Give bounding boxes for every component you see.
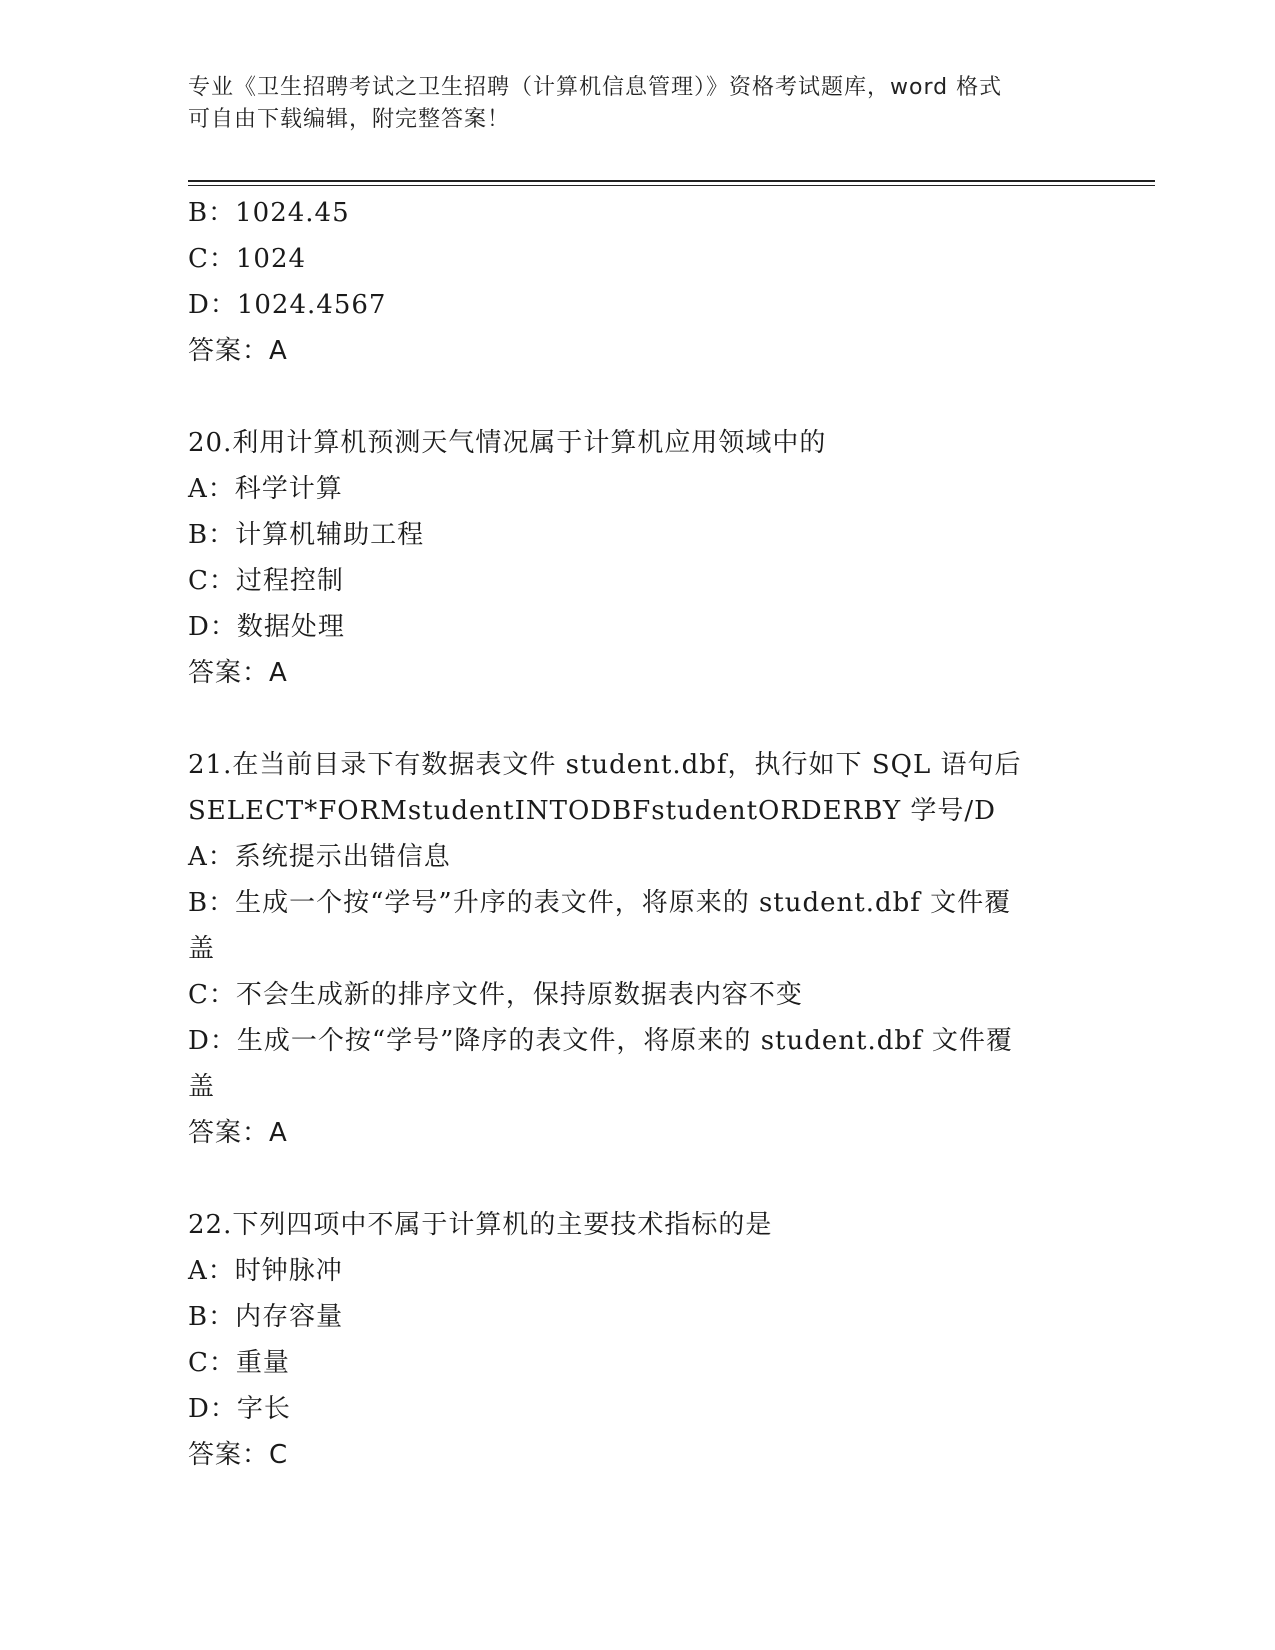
q21-option-d-line-1: D：生成一个按“学号”降序的表文件，将原来的 student.dbf 文件覆 [188,1026,1013,1056]
document-header [188,72,1068,136]
q20-option-b: B：计算机辅助工程 [188,520,425,550]
header-line-1: 专业《卫生招聘考试之卫生招聘（计算机信息管理）》资格考试题库，word 格式 [188,75,1003,100]
spacer [188,696,1148,742]
header-divider-thin [188,185,1155,186]
question-22-block [188,1202,1148,1478]
spacer [188,1156,1148,1202]
q20-option-c: C：过程控制 [188,566,344,596]
q19-answer: 答案：A [188,336,288,366]
q22-option-b: B：内存容量 [188,1302,344,1332]
q21-option-a: A：系统提示出错信息 [188,842,451,872]
question-20-block [188,420,1148,696]
q21-question-line-2: SELECT*FORMstudentINTODBFstudentORDERBY 学号/D [188,796,996,826]
q21-question-line-1: 21.在当前目录下有数据表文件 student.dbf，执行如下 SQL 语句后 [188,750,1022,780]
q21-answer: 答案：A [188,1118,288,1148]
header-line-2: 可自由下载编辑，附完整答案！ [188,107,511,132]
question-list [188,190,1148,1478]
q21-option-b-line-2: 盖 [188,934,216,964]
q20-option-d: D：数据处理 [188,612,345,642]
q22-option-c: C：重量 [188,1348,290,1378]
q20-question: 20.利用计算机预测天气情况属于计算机应用领域中的 [188,428,827,458]
q20-answer: 答案：A [188,658,288,688]
spacer [188,374,1148,420]
q22-question: 22.下列四项中不属于计算机的主要技术指标的是 [188,1210,773,1240]
q19-option-b: B：1024.45 [188,198,350,228]
question-19-block [188,190,1148,374]
q22-option-a: A：时钟脉冲 [188,1256,343,1286]
q20-option-a: A：科学计算 [188,474,343,504]
q21-option-b-line-1: B：生成一个按“学号”升序的表文件，将原来的 student.dbf 文件覆 [188,888,1012,918]
header-divider-thick [188,180,1155,182]
q22-answer: 答案：C [188,1440,289,1470]
q22-option-d: D：字长 [188,1394,291,1424]
q19-option-d: D：1024.4567 [188,290,387,320]
q19-option-c: C：1024 [188,244,307,274]
q21-option-c: C：不会生成新的排序文件，保持原数据表内容不变 [188,980,803,1010]
question-21-block [188,742,1148,1156]
q21-option-d-line-2: 盖 [188,1072,216,1102]
